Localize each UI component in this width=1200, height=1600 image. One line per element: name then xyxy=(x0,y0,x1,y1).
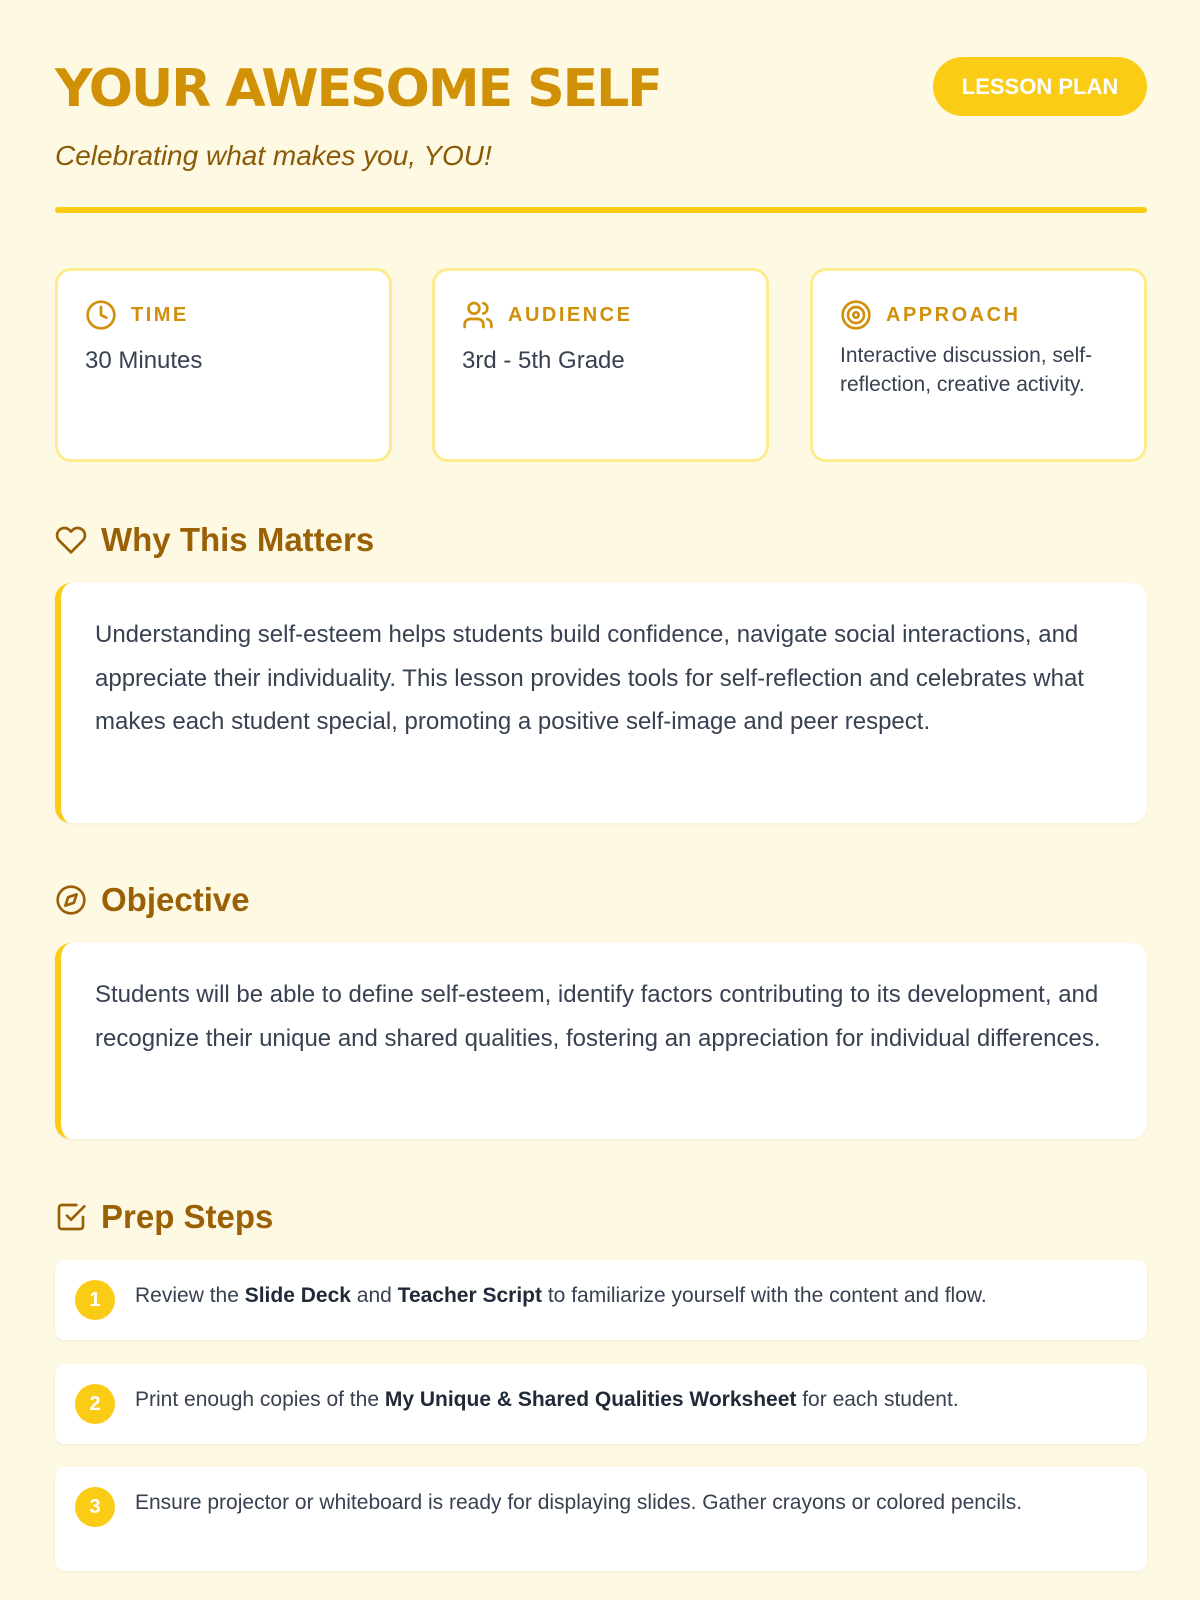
prep-title: Prep Steps xyxy=(101,1198,274,1235)
info-cards xyxy=(55,268,1147,462)
why-title: Why This Matters xyxy=(101,521,375,558)
lesson-plan-page xyxy=(55,0,1147,1518)
step-number: 1 xyxy=(75,1280,115,1320)
approach-card xyxy=(810,268,1147,462)
why-body: Understanding self-esteem helps students build confidence, navigate social interactions, and appreciate their individuality. This lesson provides tools for self-reflection and celebrates what makes each student special, promoting a positive self-image and peer respect. xyxy=(95,621,1084,735)
audience-card xyxy=(432,268,769,462)
page-subtitle: Celebrating what makes you, YOU! xyxy=(55,140,492,171)
clock-icon xyxy=(85,299,117,331)
why-panel xyxy=(55,583,1147,823)
time-card xyxy=(55,268,392,462)
approach-label: APPROACH xyxy=(886,303,1021,326)
step-text: Print enough copies of the My Unique & Shared Qualities Worksheet for each student. xyxy=(135,1388,959,1411)
page-title: YOUR AWESOME SELF xyxy=(55,59,661,119)
objective-body: Students will be able to define self-esteem, identify factors contributing to its development, and recognize their unique and shared qualities, fostering an appreciation for individual differences. xyxy=(95,981,1101,1052)
prep-step xyxy=(55,1467,1147,1571)
objective-title: Objective xyxy=(101,881,250,918)
time-value: 30 Minutes xyxy=(85,347,203,374)
heart-icon xyxy=(55,524,87,556)
objective-panel xyxy=(55,943,1147,1139)
step-text: Ensure projector or whiteboard is ready for displaying slides. Gather crayons or colored pencils. xyxy=(135,1491,1023,1514)
step-text: Review the Slide Deck and Teacher Script to familiarize yourself with the content and flow. xyxy=(135,1284,987,1307)
prep-step xyxy=(55,1260,1147,1340)
compass-icon xyxy=(55,884,87,916)
lesson-plan-badge: LESSON PLAN xyxy=(933,57,1147,116)
step-number: 2 xyxy=(75,1384,115,1424)
prep-step xyxy=(55,1364,1147,1444)
prep-heading xyxy=(55,1198,273,1236)
audience-label: AUDIENCE xyxy=(508,303,633,326)
users-icon xyxy=(462,299,494,331)
target-icon xyxy=(840,299,872,331)
time-label: TIME xyxy=(131,303,189,326)
step-number: 3 xyxy=(75,1487,115,1527)
approach-value: Interactive discussion, self-reflection, creative activity. xyxy=(840,344,1093,396)
header xyxy=(55,0,1147,210)
header-divider xyxy=(55,207,1147,213)
audience-value: 3rd - 5th Grade xyxy=(462,347,625,374)
checkbox-icon xyxy=(55,1201,87,1233)
why-heading xyxy=(55,521,374,559)
objective-heading xyxy=(55,881,250,919)
